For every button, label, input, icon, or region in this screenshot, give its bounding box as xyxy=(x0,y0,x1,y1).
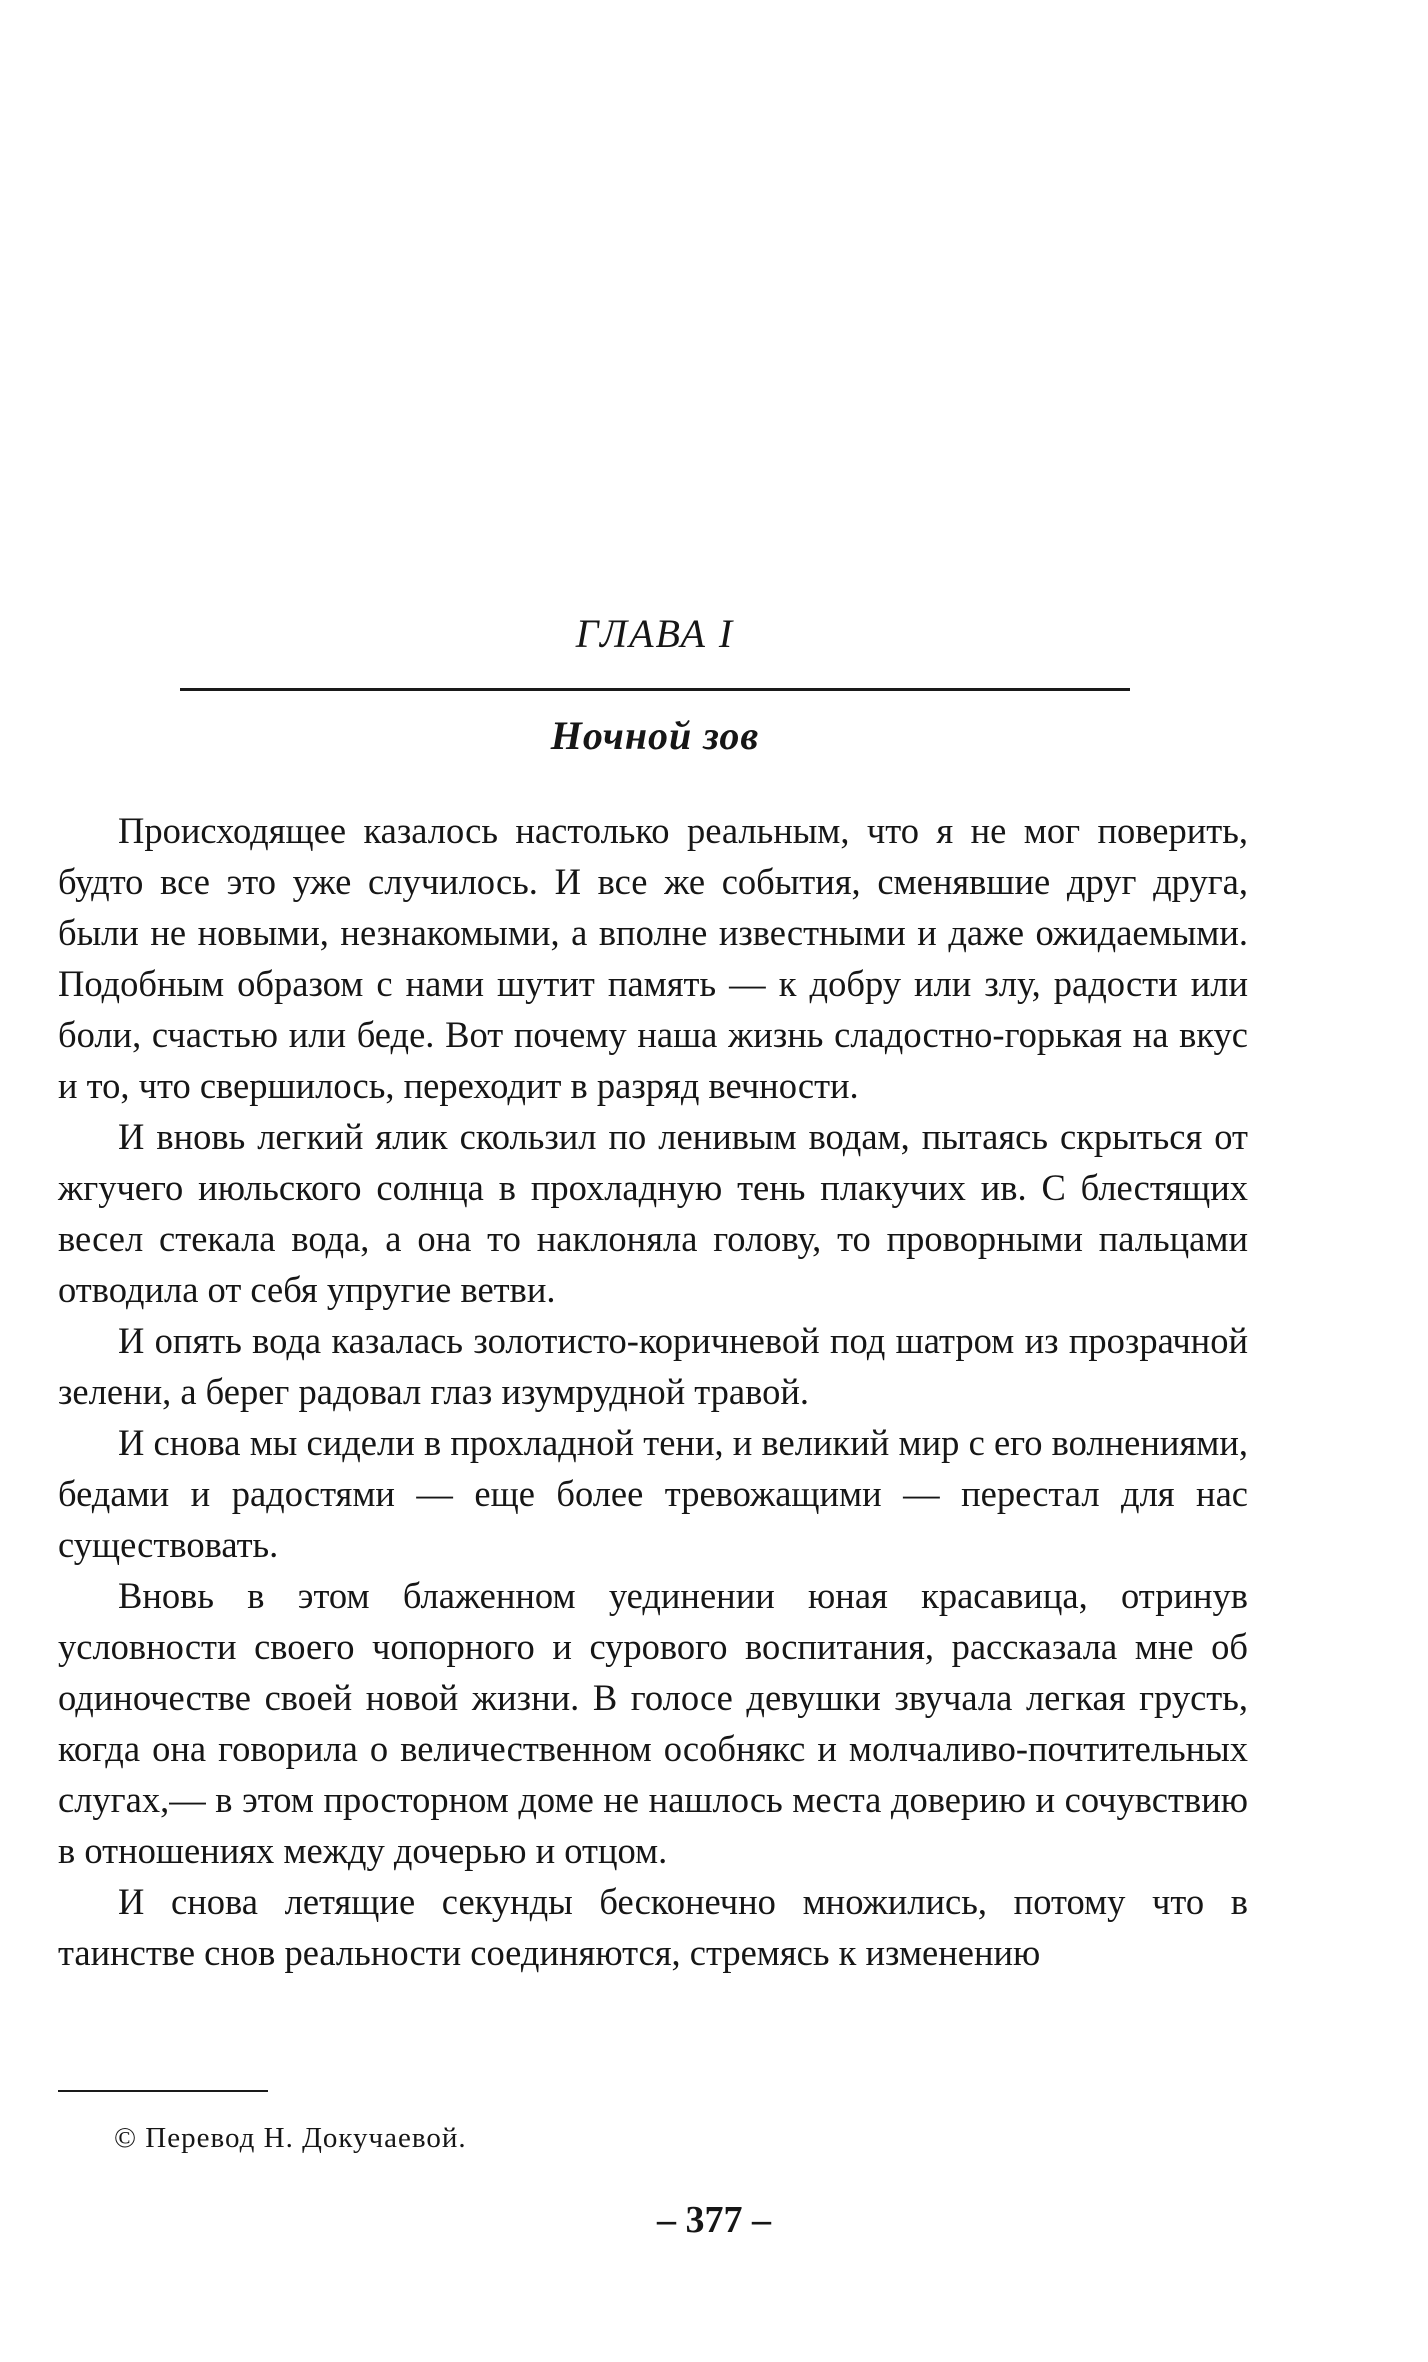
paragraph: И опять вода казалась золотисто-коричневой под шатром из прозрачной зелени, а берег радовал глаз изумрудной травой. xyxy=(58,1320,1248,1412)
paragraph: И снова летящие секунды бесконечно множились, потому что в таинстве снов реальности соединяются, стремясь к изменению xyxy=(58,1881,1248,1973)
paragraph: Происходящее казалось настолько реальным, что я не мог поверить, будто все это уже случилось. И все же события, сменявшие друг друга, были не новыми, незнакомыми, а вполне известными и даже ожидаемыми. Подобным образом с нами шутит память — к добру или злу, радости или боли, счастью или беде. Вот почему наша жизнь сладостно-горькая на вкус и то, что свершилось, переходит в разряд вечности. xyxy=(58,810,1248,1106)
heading-divider xyxy=(180,688,1130,691)
paragraph: И снова мы сидели в прохладной тени, и великий мир с его волнениями, бедами и радостями — еще более тревожащими — перестал для нас существовать. xyxy=(58,1422,1248,1565)
footnote-divider xyxy=(58,2090,268,2092)
paragraph: Вновь в этом блаженном уединении юная красавица, отринув условности своего чопорного и сурового воспитания, рассказала мне об одиночестве своей новой жизни. В голосе девушки звучала легкая грусть, когда она говорила о величественном особнякс и молчаливо-почтительных слугах,— в этом просторном доме не нашлось места доверию и сочувствию в отношениях между дочерью и отцом. xyxy=(58,1575,1248,1871)
paragraph: И вновь легкий ялик скользил по ленивым водам, пытаясь скрыться от жгучего июльского солнца в прохладную тень плакучих ив. С блестящих весел стекала вода, а она то наклоняла голову, то проворными пальцами отводила от себя упругие ветви. xyxy=(58,1116,1248,1310)
footnote: © Перевод Н. Докучаевой. xyxy=(114,2122,467,2154)
chapter-title: Ночной зов xyxy=(550,713,760,758)
chapter-heading: ГЛАВА I xyxy=(575,611,735,656)
body-text xyxy=(58,805,1248,1978)
page-number: – 377 – xyxy=(657,2199,771,2241)
